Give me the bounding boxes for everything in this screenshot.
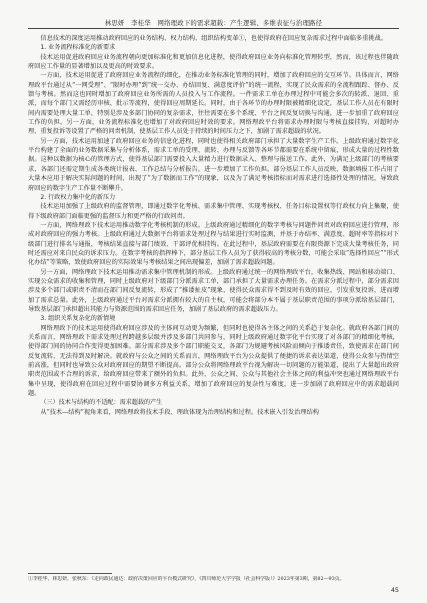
body-paragraph: 网络理政下的技术运用使得政府回应涉及的主体间互动更为频繁，但同时也使得各主体之间的关系趋于复杂化。就政府各部门间的关系而言，网络理政下需求处理过程跨越多层级并涉及多部门共同参与，同时上级政府通过数字化平台实现了对各部门的精细化考核，使得部门间的协同合作变得更加困难。部分需求涉及多个部门职能交叉，各部门为规避考核风险而倾向于推诿责任，致使需求在部门间反复流转，无法得到及时解决。就政府与公众之间的关系而言，网络理政平台为公众提供了便捷的诉求表达渠道，使得公众参与热情空前高涨，但同时也导致公众对政府回应的期望不断提高。部分公众将网络理政平台视为解决一切问题的万能渠道，提出了大量超出政府职责范围或不合理的诉求，给政府回应带来了额外的负担。此外，公众之间、公众与其他社会主体之间的利益冲突也通过网络理政平台集中呈现，使得政府在回应过程中需要协调多方利益关系，增加了政府回应的复杂性与难度，进一步加剧了政府回应中的需求超载问题。: [28, 324, 399, 398]
body-paragraph: 从“技术—结构”视角来看，网络理政将技术手段、理政体现为治理结构和过程。技术嵌入引发治理结构: [40, 408, 319, 416]
body-paragraph: 另一方面，技术运用加速了政府回应业务的信息化进程，同时也使得相关政府部门承担了大量数字生产工作。上级政府通过数字化平台构建了全面的业务数据采集与分析体系，需求工单的受理、流转、办理与反馈等各环节都需要在系统中留痕，形成大量的过程性数据。这种以数据为核心的管理方式，使得基层部门需要投入大量精力进行数据录入、整理与报送工作。此外，为满足上级部门的考核要求，各部门还需定期生成各类统计报表、工作总结与分析报告，进一步增加了工作负担。部分基层工作人员反映，数据填报工作占用了大量本应用于解决实际问题的时间，出现了“为了数据而工作”的现象，以及为了满足考核指标而对需求进行选择性处理的情况，导致政府回应的数字生产工作量不断攀升。: [28, 137, 399, 192]
running-header: 林思妍 李桂华 网络理政下的需求超载：产生逻辑、多维表征与治理路径: [104, 19, 323, 27]
footnote-divider: [28, 573, 112, 574]
footnote: ①李桂华，林思妍，张秋东：《走向政民通达：政府决策回应的平台模式研究》，《四川师范大学学报（社会科学版）》2023年第3期，第82—93页。: [28, 576, 345, 582]
body-paragraph: 一方面，技术运用促进了政府回应业务流程的细化，在推动业务标准化管理的同时，增加了政府回应的交互环节。具体而言，网络理政平台通过从“一网受理”、“限时办理”到“统一交办、办结回复、满意度评价”的统一流程，实现了民众需求的全流程跟踪、督办、反馈与考核。然而这也同时增加了政府回应业务所需的人员投入与工作流程。一件需求工单在办理过程中可能会多次的转派、退回、重派，而每个部门又需经历审核、批示等流程，使得回应周期延长。同时，由于各环节的办理时限被精细化设定，基层工作人员在有限时间内需要处理大量工单，特别是涉及多部门协同的复杂需求，往往需要在多个系统、平台之间反复切换与沟通，进一步加重了政府回应工作的负担。另一方面，业务流程标准化也增加了对政府回应时效的要求。网络理政平台将需求办理时限与考核直接挂钩，对超时办理、重复投诉等设置了严格的问责机制，使基层工作人员处于持续的时间压力之下，加剧了需求超载的状况。: [28, 72, 399, 136]
body-paragraph: 另一方面，网络理政下技术运用推动需求集中管理机制的形成。上级政府通过统一的网络理政平台，收集热线、网站和移动端口、实现公众需求的收集和管理，同时上级政府对下级部门分派需求工单，部门承担了大量需求办理任务。在需求分派过程中，部分需求因涉及多个部门或职责不清而在部门间反复流转，形成了“推诿扯皮”现象，使得民众需求得不到及时有效的回应，引发重复投诉，进而增加了需求总量。此外，上级政府通过平台对需求分派拥有较大的自主权，可能会将部分本不属于基层职责范围的事项分派给基层部门，导致基层部门承担超出其能力与资源范围的需求回应任务，加剧了基层政府的需求超载压力。: [28, 268, 399, 313]
article-body: [28, 34, 399, 417]
section-heading: 2. 行政权力集中化的新压力: [40, 193, 116, 201]
body-paragraph: 信息技术的深度运用推动政府回应的业务结构、权力结构、组织结构变革①，也使得政府在回应复杂需求过程中面临多重挑战。: [40, 35, 387, 42]
body-paragraph: 技术运用加强了上级政府的监督管理，即通过数字化考核、需求集中管理、实现考核权、任务目标设置权等行政权力向上集聚，使得下级政府部门面临更强的监督压力和更严格的行政问责。: [28, 203, 399, 220]
section-heading: 3. 组织关系复杂化的新情境: [40, 315, 116, 323]
section-heading: 1. 业务流程标准化的新要求: [40, 44, 116, 52]
page-number: 45: [390, 586, 399, 594]
section-heading: （三）技术与结构的不适配：需求超载的产生: [40, 399, 163, 407]
body-paragraph: 一方面，网络理政下技术运用推动数字化考核机制的形成。上级政府通过精细化的数字考核与问题件问责对政府回应进行管理，形成对政府回应的强力考核。上级政府通过大数据平台将需求处理过程与结果进行实时监测，并基于办结率、满意度、超时率等指标对下级部门进行排名与通报，考核结果直接与部门绩效、干部评优相挂钩。在此过程中，基层政府需要在有限资源下完成大量考核任务，同时还需应对来自民众的诉求压力。在数字考核的指挥棒下，部分基层工作人员为了获得较高的考核分数，可能会采取“选择性回应”“形式化办结”等策略，致使政府回应的实际效果与考核结果之间出现偏差，加剧了需求超载问题。: [28, 221, 399, 267]
body-paragraph: 技术运用促进政府回应业务流程朝向更加标准化和更加信息化进程，使得政府回应业务向标准化管理转型，然而，该过程也伴随政府回应工作量的显著增加以及更高的时效要求。: [28, 53, 399, 71]
header-divider: [28, 28, 399, 29]
